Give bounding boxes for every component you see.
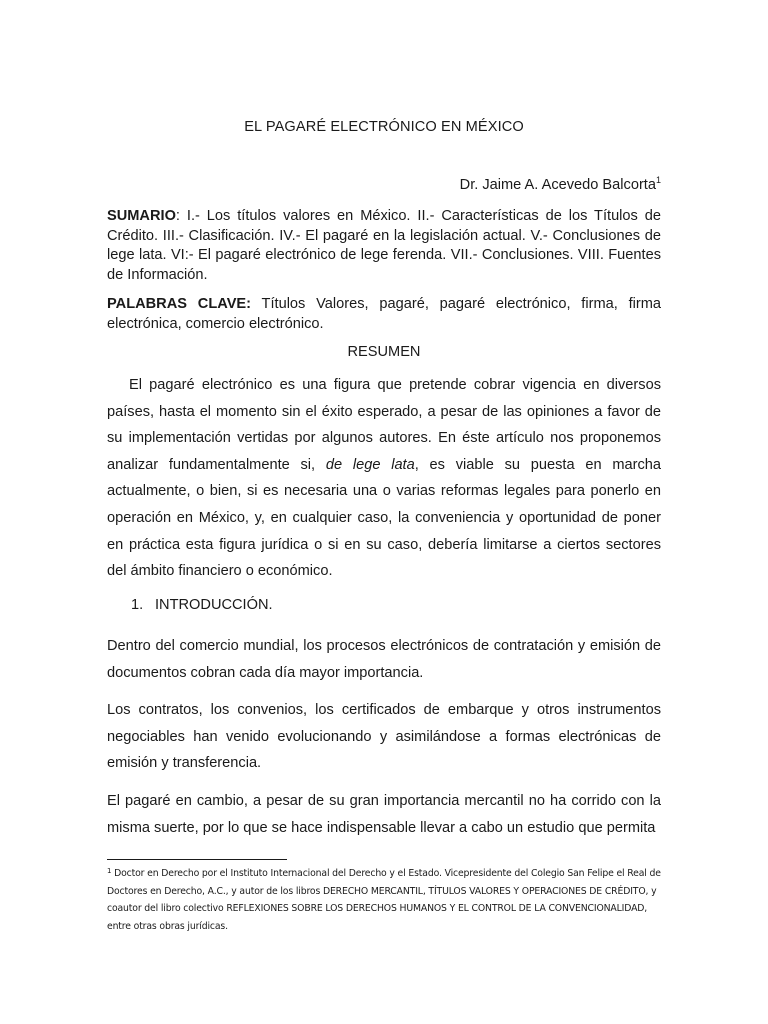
resumen-italic-phrase: de lege lata — [325, 456, 415, 473]
author-line — [107, 177, 661, 193]
author-name: Dr. Jaime A. Acevedo Balcorta — [459, 177, 656, 193]
summary-text: : I.- Los títulos valores en México. II.- Características de los Títulos de Crédito. III.- Clasificación. IV.- El pagaré en la legislación actual. V.- Conclusiones de lege lata. VI:- El pagaré electrónico de lege ferenda. VII.- Conclusiones. VIII. Fuentes de Información. — [107, 208, 661, 283]
footnote — [107, 865, 661, 935]
intro-paragraph-2: Los contratos, los convenios, los certificados de embarque y otros instrumentos negociables han venido evolucionando y asimilándose a formas electrónicas de emisión y transferencia. — [107, 702, 661, 772]
keywords-text: Títulos Valores, pagaré, pagaré electrónico, firma, firma electrónica, comercio electrónico. — [107, 296, 661, 332]
keywords-paragraph — [107, 295, 661, 334]
footnote-text: Doctor en Derecho por el Instituto Internacional del Derecho y el Estado. Vicepresidente del Colegio San Felipe el Real de Doctores en Derecho, A.C., y autor de los libros DERECHO MERCANTIL, TÍTULOS VALORES Y OPERACIONES DE CRÉDITO, y coautor del libro colectivo REFLEXIONES SOBRE LOS DERECHOS HUMANOS Y EL CONTROL DE LA CONVENCIONALIDAD, entre otras obras jurídicas. — [107, 868, 661, 932]
author-footnote-mark[interactable]: 1 — [655, 175, 661, 185]
section-title: INTRODUCCIÓN. — [155, 597, 273, 613]
document-title: EL PAGARÉ ELECTRÓNICO EN MÉXICO — [244, 119, 524, 135]
intro-paragraph-3: El pagaré en cambio, a pesar de su gran importancia mercantil no ha corrido con la misma suerte, por lo que se hace indispensable llevar a cabo un estudio que permita — [107, 793, 661, 836]
footnote-separator — [107, 859, 287, 860]
resumen-paragraph — [107, 372, 661, 585]
section-number: 1. — [131, 597, 144, 613]
intro-paragraph-1: Dentro del comercio mundial, los procesos electrónicos de contratación y emisión de documentos cobran cada día mayor importancia. — [107, 638, 661, 681]
keywords-label: PALABRAS CLAVE: — [107, 296, 252, 312]
summary-label: SUMARIO — [107, 208, 176, 224]
resumen-text-part1: El pagaré electrónico es una figura que pretende cobrar vigencia en diversos países, hasta el momento sin el éxito esperado, a pesar de las opiniones a favor de su implementación vertidas por algunos autores. En éste artículo nos proponemos analizar fundamentalmente si, — [107, 377, 661, 473]
resumen-heading: RESUMEN — [347, 344, 421, 360]
footnote-mark: 1 — [107, 867, 112, 875]
resumen-text-part2: , es viable su puesta en marcha actualmente, o bien, si es necesaria una o varias reformas legales para ponerlo en operación en México, y, en cualquier caso, la conveniencia y oportunidad de poner en práctica esta figura jurídica o si en su caso, debería limitarse a ciertos sectores del ámbito financiero o económico. — [107, 456, 661, 580]
summary-paragraph — [107, 207, 661, 285]
section-heading-introduccion — [131, 597, 273, 613]
